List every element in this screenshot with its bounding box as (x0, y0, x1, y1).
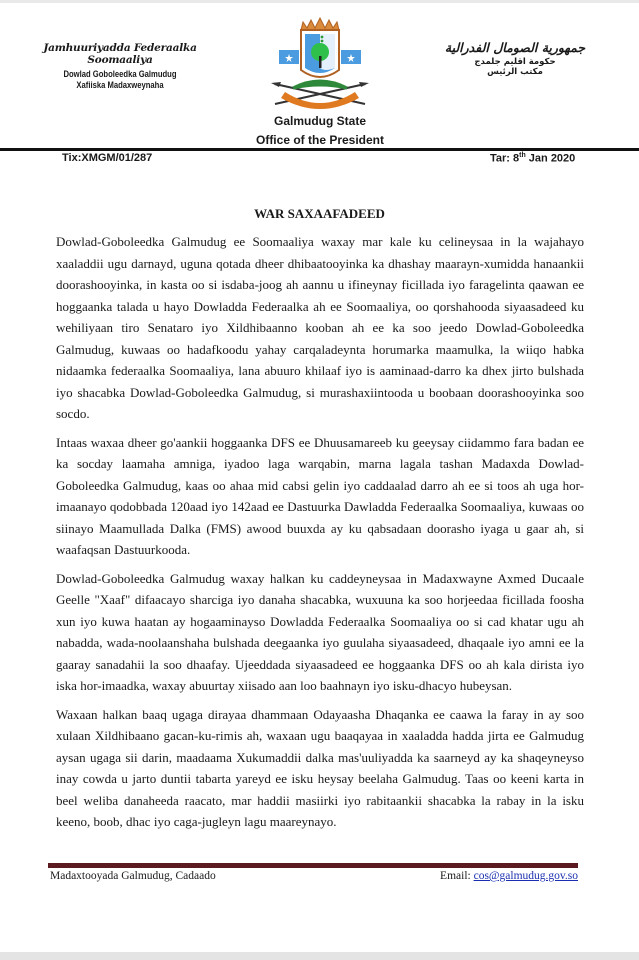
paragraph-4: Waxaan halkan baaq ugaga dirayaa dhammaan Odayaasha Dhaqanka ee caawa la faray in ay soo xulaan Xildhibaano gacan-ku-rimis ah, waxaan ugu baaqayaa in xaaladda hadda jirta ee Galmudug aysan ugaga sii darin, maadaama Xukumaddii dalka mas'uuliyadda ka saarneyd ay ka shaqeyneyso inay cowda u jarto duntii tabarta yareyd ee isku heysay beelaha Galmudug. Taas oo keeni karta in beel weliba danaheeda raacato, mar haddii masiirki iyo rabitaankii shacabka la rabay in la isku keeno, boob, dhac iyo caga-jugleyn lagu maareynayo. (56, 706, 584, 829)
header-left-somali (20, 42, 220, 90)
reference-number: Tix:XMGM/01/287 (62, 152, 153, 164)
email-link[interactable]: cos@galmudug.gov.so (473, 870, 578, 882)
header-left-line3: Xafiiska Madaxweynaha (76, 80, 164, 90)
coat-of-arms-icon (265, 12, 375, 112)
document-date (490, 152, 575, 165)
header-right-line1: جمهورية الصومال الفدرالية (444, 40, 586, 55)
header-right-line2: حكومة اقليم جلمدج (474, 57, 556, 67)
footer-address: Madaxtooyada Galmudug, Cadaado (50, 870, 216, 882)
bottom-edge (0, 952, 639, 960)
header-right-arabic (420, 40, 610, 77)
document-body (56, 231, 584, 840)
paragraph-1: Dowlad-Goboleedka Galmudug ee Soomaaliya waxay mar kale ku celineysaa in la wajahayo xaaladdii ugu darnayd, uguna qotada dheer dhibaatooyinka ka dhashay maarayn-xumidda hanaankii doorashooyinka, in kasta oo si isdaba-joog ah aannu u ifineynay ficillada iyo faragelinta qaawan ee hoggaanka talada u hayo Dowladda Federaalka ah ee Soomaaliya, oo qorshahooda siyaasadeed ku wehiliyaan tiro Senataro iyo Xildhibaanno kooban ah ee ka soo jeedo Dowlad-Goboleedka Galmudug, kuwaas oo hadafkoodu yahay carqaladeynta horumarka maamulka, la wiiqo habka nidaamka federaalka Soomaaliya, lana abuuro khilaaf iyo is aaminaad-darro ka dhex jirto bulshada iyo shacabka Dowlad-Goboleedka Galmudug, si murashaxiintooda u boobaan doorashooyinka soo socdo. (56, 234, 584, 421)
date-prefix: Tar: 8 (490, 152, 520, 165)
header-left-line1: Jamhuuriyadda Federaalka Soomaaliya (43, 42, 197, 66)
document-title: WAR SAXAAFADEED (254, 206, 385, 221)
header-right-line3: مكتب الرئيس (487, 67, 543, 77)
footer-email (430, 870, 578, 882)
state-name: Galmudug State (273, 114, 366, 128)
office-name: Office of the President (255, 133, 385, 147)
paragraph-3: Dowlad-Goboleedka Galmudug waxay halkan ku caddeyneysaa in Madaxwayne Axmed Ducaale Geelle "Xaaf" difaacayo sharciga iyo danaha shacabka, wuxuuna ka soo horjeedaa ficillada foosha xun iyo kuwa haatan ay hogaaminayso Dowladda Federaalka Soomaaliya oo si cad khatar ugu ah nabadda, wada-noolaanshaha bulshada deegaanka iyo guulaha siyaasadeed, dhaqaale iyo amni ee la gaaray sanadahii la soo dhaafay. Ujeeddada siyaasadeed ee hoggaanka DFS oo ah kala dirista iyo iska hor-imaadka, waxay abuurtay xiisado aan loo baahnayn iyo isku-dhacyo hubeysan. (56, 570, 584, 693)
email-label: Email: (440, 870, 474, 882)
paragraph-2: Intaas waxaa dheer go'aankii hoggaanka DFS ee Dhuusamareeb ku geeysay ciidammo fara badan ee ka socday laamaha amniga, iyadoo laga warqabin, marna lagala tashan Madaxda Dowlad-Goboleedka Galmudug, kaas oo ahaa mid cabsi gelin iyo caddaalad darro ah ee si toos ah uga hor-imaanayo qodobbada 120aad iyo 142aad ee Dastuurka Dawladda Federaalka Soomaaliya, kuwaas oo siinayo Maamullada Dalka (FMS) awood buuxda ay ku qabsadaan doorasho iyaga u gaar ah, si waafaqsan Dastuurkooda. (56, 434, 584, 557)
top-edge (0, 0, 639, 3)
footer-divider (48, 863, 578, 868)
header-left-line2: Dowlad Goboleedka Galmudug (63, 69, 177, 79)
date-ordinal: th (519, 152, 526, 159)
date-rest: Jan 2020 (525, 152, 576, 165)
header-divider (0, 148, 639, 151)
